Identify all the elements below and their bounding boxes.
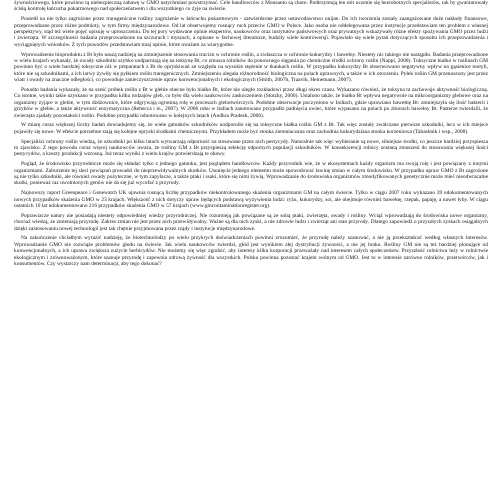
paragraph: W miarę coraz większej liczby badań dowiadujemy się, że wiele gatunków szkodników uodporniło się na toksyczne białka roślin GM z Bt. Tak więc zostały zwalczane pierwsze szkodniki, lecz w ich miejsce pojawiły się nowe. W efekcie potrzebne stają się kolejne opryski środkami chemicznymi. Przykładem może być stonka ziemniaczana oraz zachodnia kukurydziana stonka korzeniowa (Tabashnik i wsp., 2008). [14, 122, 488, 135]
paragraph: Na zakończenie chciałbym wyrazić nadzieję, że biotechnolodzy po wielu przykrych doświadczeniach powinni zrozumieć, że przyrodę należy szanować, a nie ją przekształcać według własnych interesów. Wprowadzanie GMO nie rozwiąże problemów głodu na świecie. Jak wielu naukowców twierdzi, głód jest wynikiem złej dystrybucji żywności, a nie jej braku. Rośliny GM nie są też bardziej plonujące od konwencjonalnych, a ich uprawa zwiększa zużycie herbicydów. Nie możemy się więc zgodzić, aby interesy kilku korporacji przeważały nad interesem całych społeczeństw. Przyszłość rolnictwa leży w rolnictwie ekologicznym i zrównoważonym, które szanuje przyrodę i zapewnia zdrową żywność dla wszystkich. Polska powinna pozostać krajem wolnym od GMO. Jest to w interesie zarówno rolników, przetwórców, jak i konsumentów. Czy wystarczy nam determinacji, aby tego dokonać? [14, 235, 488, 267]
paragraph: żywnościowego, które powinno tą niebezpieczną zabawę w GMO natychmiast powstrzymać. Cele handlowców z Monsanto są chore. Podtrzymują ten mit uczenie się bezrobotnych specjalistów, tak by gwarantowały ścisłą kontrolę łańcucha pokarmowego nad społeczeństwem i dla wszystkiego co żyje na świecie. [14, 0, 488, 13]
paragraph: Ponadto badania wykazały, że na sześć próbek roślin z Bt w glebie obecne było białko Bt, które nie uległo rozkładowi przez długi okres czasu. Wykazano również, że toksyna ta zachowuje aktywność biologiczną. Co istotne, wyniki takie uzyskano w przypadku kilku rodzajów gleb, co było dla wielu naukowców zaskoczeniem (Stotzky, 2000). Ustalono także, że białko Bt wpływa negatywnie na mikroorganizmy glebowe oraz na organizmy żyjące w glebie, w tym dżdżownice, które odgrywają ogromną rolę w procesach glebotwórczych. Podobne obserwacje poczyniono w Indiach, gdzie uprawiano bawełnę Bt: zmniejszyła się ilość bakterii i grzybów w glebie, a także aktywność enzymatyczna (Rebecca i in., 2007). W 2006 roku w Indiach zanotowano przypadki padnięcia owiec, które wypasano na polach po zbiorach bawełny Bt. Pasterze twierdzili, że zwierzęta zjadały pozostałości roślin. Podobne przypadki odnotowano w kolejnych latach (Andhra Pradesh, 2006). [14, 87, 488, 119]
paragraph: Wprowadzenie bioproduktu z Bt było naszą nadzieją na zmniejszenie stosowania trucizn w ochronie roślin, a zwłaszcza w ochronie kukurydzy i bawełny. Niestety nic takiego nie nastąpiło. Badania przeprowadzone w wielu krajach wykazały, że owady szkodniki szybko uodparniają się na toksynę Bt, co zmusza rolników do ponownego sięgania po chemiczne środki ochrony roślin (Nappi, 2000). Toksyczne białko w roślinach GM powinno być o wiele bardziej toksyczne niż w preparatach z Bt do opryskiwań ze względu na wysokie stężenie w tkankach roślin. W przypadku kukurydzy Bt obserwowano negatywny wpływ na gąsienice motyli, które nie są szkodnikami, a ich larwy żywiły się pyłkiem roślin transgenicznych. Zmniejszeniu ulegała różnorodność biologiczna na polach uprawnych, a także w ich otoczeniu. Pyłek roślin GM przenoszony jest przez wiatr i owady na znaczne odległości, co powoduje zanieczyszczenie upraw konwencjonalnych i ekologicznych (Smith, 2007b, Traavik, Heinemann, 2007). [14, 51, 488, 84]
paragraph: Pogląd, że środowisko przyrodnicze może się składać tylko z jednego gatunku, jest poglądem handlowców. Każdy przyrodnik wie, że w ekosystemach każdy organizm ma swoją rolę i jest powiązany z innymi organizmami. Zaburzenie tej sieci powiązań prowadzi do nieprzewidywalnych skutków. Usunięcie jednego elementu może spowodować lawinę zmian w całym środowisku. W przypadku upraw GMO z Bt zagrożone są nie tylko szkodniki, ale również owady pożyteczne, w tym zapylacze, a także ptaki i ssaki, które się nimi żywią. Wprowadzanie do środowiska organizmów zmodyfikowanych genetycznie może mieć nieodwracalne skutki, ponieważ raz uwolnionych genów nie da się już wycofać z przyrody. [14, 161, 488, 187]
paragraph: Najnowszy raport Greenpeace i Genewatch UK ujawnia rosnącą liczbę przypadków niekontrolowanego skażenia organizmami GM na całym świecie. Tylko w ciągu 2007 roku wykazano 39 udokumentowanych nowych przypadków skażenia GMO w 23 krajach. Większość z nich dotyczy upraw będących podstawą wyżywienia ludzi: ryżu, kukurydzy, soi, ale obejmuje również bawełnę, rzepak, papaję, a nawet łyby. W ciągu ostatnich 10 lat udokumentowano 216 przypadków skażenia GMO w 57 krajach (www.gmcontaminationregister.org). [14, 190, 488, 209]
paragraph: Poszedł na nie tylko zagrożone przez transgeniczne rośliny zagrożenie w łańcuchu pokarmowym - zatwierdzone przez ustawodawstwo unijne. Do ich tworzenia zostały zaangażowane duże nakłady finansowe, przeprowadzane przez różne podmioty, w tym firmy międzynarodowe. Od lat obserwujemy rosnący ruch przeciw GMO w Polsce. Jako osoba nie oddelegowana przez instytucje przedstawiam ten problem z własnej perspektywy, stąd też wiele pojęć opisuję w uproszczeniu. Do tej pory wydawane opinie ekspertów, naukowców oraz instytutów państwowych oraz prywatnych wskazywały różne efekty spożywania GMO przez ludzi i zwierzęta. W szczególności badania przeprowadzone na szczurach i myszach, a opisane w fachowej literaturze, budziły wiele kontrowersji. Pojawiało się wiele pytań dotyczących sposobu ich przeprowadzenia i wyciągniętych wniosków. Z tych powodów przedstawiam tutaj opinie, które uważam za wiarygodne. [14, 16, 488, 48]
paragraph: Specjaliści ochrony roślin wiedzą, że szkodniki po kilku latach wytwarzają odporność na stosowane przez nich pestycydy. Naturalnie tak więc wybieranie są nowe, silniejsze środki, co jeszcze bardziej przyspiesza to zjawisko. Z tego powodu coraz więcej naukowców uważa, że rośliny GM z Bt przyspieszą selekcję odpornych populacji szkodników. W konsekwencji rolnicy zostaną zmuszeni do stosowania większej ilości pestycydów, a koszty produkcji wzrosną. Już teraz wyniki z wielu krajów potwierdzają te obawy. [14, 138, 488, 158]
paragraph: Poprawiacze natury nie posiadają niestety odpowiedniej wiedzy przyrodniczej. Nie rozumieją jak powiązane są ze sobą ptaki, zwierzęta, owady i rośliny. Wciąż wprowadzają do środowiska nowe organizmy, chociaż wiedzą, że zmieniają przyrodę. Zakres zmian nie jest przez nich przewidywalny. Ważne są dla nich zyski, a nie zdrowie ludzi i zwierząt ani stan przyrody. Dlatego zapowiedź o przyszłych zyskach osiągalnych dzięki zastosowaniu nowej technologii jest tak chętnie przyjmowana przez rządy i instytucje międzynarodowe. [14, 212, 488, 232]
